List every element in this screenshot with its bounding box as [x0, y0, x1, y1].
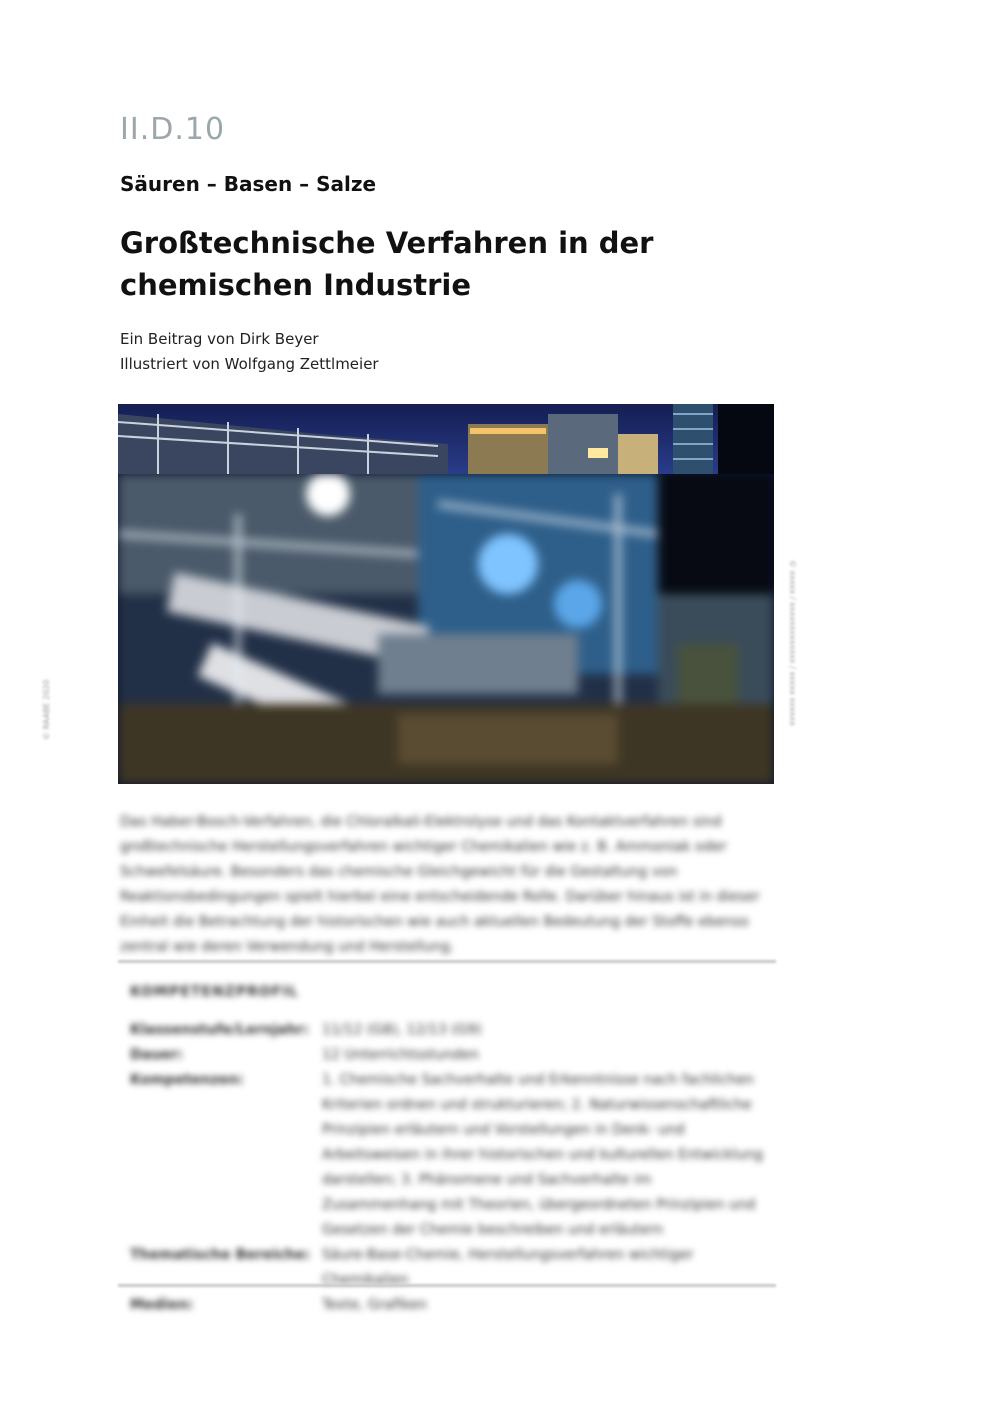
divider-bottom	[118, 1284, 776, 1287]
subject-heading: Säuren – Basen – Salze	[120, 172, 377, 196]
photo-blurred-area	[118, 474, 774, 784]
profile-key: Klassenstufe/Lernjahr:	[130, 1022, 309, 1038]
author-line: Ein Beitrag von Dirk Beyer	[120, 330, 319, 348]
profile-value: 1. Chemische Sachverhalte und Erkenntnisse nach fachlichen Kriterien ordnen und strukturieren; 2. Naturwissenschaftliche Prinzipien erläutern und Vorstellungen in Denk- und Arbeitsweisen in ihrer historischen und kulturellen Entwicklung darstellen; 3. Phänomene und Sachverhalte im Zusammenhang mit Theorien, übergeordneten Prinzipien und Gesetzen der Chemie beschreiben und erläutern	[322, 1072, 764, 1238]
photo-credit-vertical: © xxxxx / xxxxxxxxxxxxx / xxxxx xxxxxx	[788, 560, 797, 726]
cover-photo	[118, 404, 774, 784]
divider-top	[118, 960, 776, 963]
profile-value: Säure-Base-Chemie, Herstellungsverfahren wichtiger Chemikalien	[322, 1247, 694, 1288]
photo-sharp-strip	[118, 404, 774, 474]
profile-key: Thematische Bereiche:	[130, 1247, 311, 1263]
publisher-credit-vertical: © RAABE 2020	[42, 679, 51, 740]
table-row	[130, 1018, 770, 1043]
table-row	[130, 1068, 770, 1243]
profile-key: Kompetenzen:	[130, 1072, 244, 1088]
table-row	[130, 1293, 770, 1318]
profile-value: 12 Unterrichtsstunden	[322, 1047, 479, 1063]
profile-key: Dauer:	[130, 1047, 184, 1063]
table-row	[130, 1043, 770, 1068]
competence-profile	[130, 984, 770, 1318]
document-title: Großtechnische Verfahren in der chemischen Industrie	[120, 226, 654, 302]
section-code: II.D.10	[120, 112, 226, 147]
illustrator-line: Illustriert von Wolfgang Zettlmeier	[120, 355, 379, 373]
profile-table	[130, 1018, 770, 1318]
profile-value: 11/12 (G8), 12/13 (G9)	[322, 1022, 482, 1038]
profile-heading: KOMPETENZPROFIL	[130, 984, 299, 1000]
intro-paragraph: Das Haber-Bosch-Verfahren, die Chloralkali-Elektrolyse und das Kontaktverfahren sind großtechnische Herstellungsverfahren wichtiger Chemikalien wie z. B. Ammoniak oder Schwefelsäure. Besonders das chemische Gleichgewicht für die Gestaltung von Reaktionsbedingungen spielt hierbei eine entscheidende Rolle. Darüber hinaus ist in dieser Einheit die Betrachtung der historischen wie auch aktuellen Bedeutung der Stoffe ebenso zentral wie deren Verwendung und Herstellung.	[120, 814, 760, 955]
profile-value: Texte, Grafiken	[322, 1297, 427, 1313]
profile-key: Medien:	[130, 1297, 194, 1313]
